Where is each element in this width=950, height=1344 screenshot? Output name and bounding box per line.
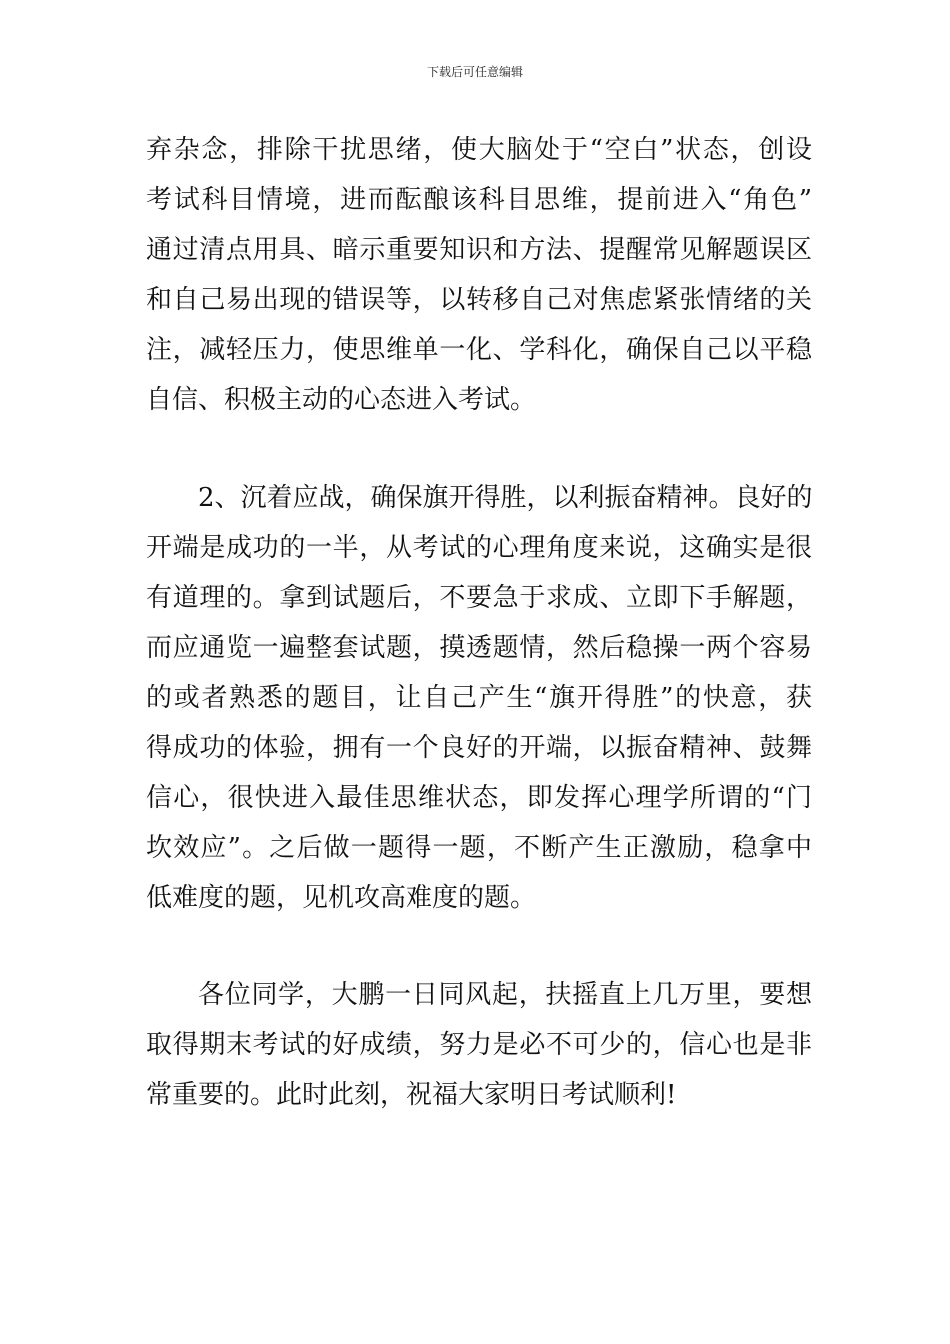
paragraph-line: 考试科目情境，进而酝酿该科目思维，提前进入“角色” bbox=[146, 185, 812, 215]
paragraph-line: 有道理的。拿到试题后，不要急于求成、立即下手解题， bbox=[146, 583, 812, 613]
paragraph-line: 各位同学，大鹏一日同风起，扶摇直上几万里，要想 bbox=[198, 980, 812, 1010]
paragraph bbox=[146, 473, 812, 923]
paragraph-line: 得成功的体验，拥有一个良好的开端，以振奋精神、鼓舞 bbox=[146, 733, 812, 763]
paragraph-line: 弃杂念，排除干扰思绪，使大脑处于“空白”状态，创设 bbox=[146, 135, 812, 165]
paragraph-line: 的或者熟悉的题目，让自己产生“旗开得胜”的快意，获 bbox=[146, 683, 812, 713]
paragraph-line: 和自己易出现的错误等，以转移自己对焦虑紧张情绪的关 bbox=[146, 285, 812, 315]
paragraph-line: 常重要的。此时此刻，祝福大家明日考试顺利! bbox=[146, 1080, 677, 1110]
paragraph-line: 取得期末考试的好成绩，努力是必不可少的，信心也是非 bbox=[146, 1030, 812, 1060]
paragraph-line: 坎效应”。之后做一题得一题，不断产生正激励，稳拿中 bbox=[146, 833, 812, 863]
paragraph-line: 注，减轻压力，使思维单一化、学科化，确保自己以平稳 bbox=[146, 335, 812, 365]
paragraph bbox=[146, 125, 812, 425]
paragraph-line: 信心，很快进入最佳思维状态，即发挥心理学所谓的“门 bbox=[146, 783, 812, 813]
paragraph-line: 而应通览一遍整套试题，摸透题情，然后稳操一两个容易 bbox=[146, 633, 812, 663]
paragraph-line: 开端是成功的一半，从考试的心理角度来说，这确实是很 bbox=[146, 533, 812, 563]
paragraph-line: 通过清点用具、暗示重要知识和方法、提醒常见解题误区 bbox=[146, 235, 812, 265]
paragraph-line: 低难度的题，见机攻高难度的题。 bbox=[146, 883, 537, 913]
page-header: 下载后可任意编辑 bbox=[426, 65, 523, 79]
paragraph-line: 2、沉着应战，确保旗开得胜，以利振奋精神。良好的 bbox=[198, 483, 813, 513]
paragraph-line: 自信、积极主动的心态进入考试。 bbox=[146, 385, 537, 415]
paragraph bbox=[146, 970, 812, 1120]
